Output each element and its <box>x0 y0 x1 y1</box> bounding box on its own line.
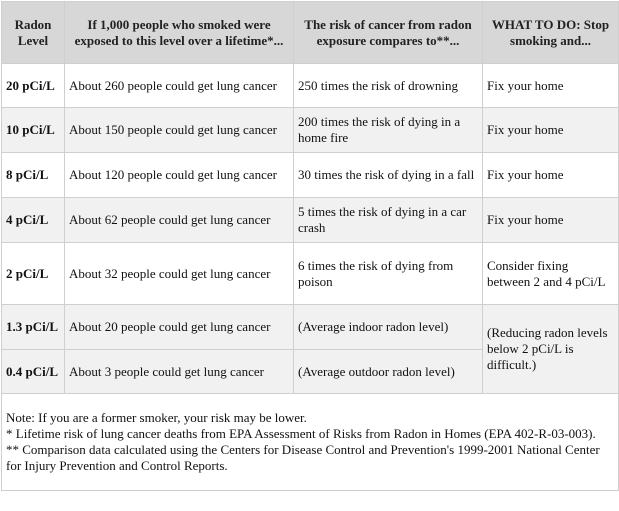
header-radon-level: Radon Level <box>2 2 65 64</box>
action-cell: Fix your home <box>483 153 619 198</box>
note-lifetime-risk-source: * Lifetime risk of lung cancer deaths from EPA Assessment of Risks from Radon in Homes (EPA 402-R-03-003). <box>6 425 596 441</box>
risk-cell: 6 times the risk of dying from poison <box>294 243 483 305</box>
action-cell: Consider fixing between 2 and 4 pCi/L <box>483 243 619 305</box>
table-row <box>2 305 619 350</box>
notes-row <box>2 394 619 491</box>
note-comparison-data-source: ** Comparison data calculated using the Centers for Disease Control and Prevention's 1999-2001 National Center for Injury Prevention and Control Reports. <box>6 442 600 474</box>
people-cell: About 62 people could get lung cancer <box>65 198 294 243</box>
header-exposed-people: If 1,000 people who smoked were exposed to this level over a lifetime*... <box>65 2 294 64</box>
risk-cell: (Average indoor radon level) <box>294 305 483 350</box>
action-cell: Fix your home <box>483 64 619 108</box>
risk-cell: 250 times the risk of drowning <box>294 64 483 108</box>
table-row <box>2 108 619 153</box>
people-cell: About 3 people could get lung cancer <box>65 350 294 394</box>
radon-risk-table <box>1 1 619 491</box>
risk-cell: 5 times the risk of dying in a car crash <box>294 198 483 243</box>
notes-cell <box>2 394 619 491</box>
radon-level-cell: 20 pCi/L <box>2 64 65 108</box>
radon-level-cell: 0.4 pCi/L <box>2 350 65 394</box>
people-cell: About 120 people could get lung cancer <box>65 153 294 198</box>
radon-level-cell: 1.3 pCi/L <box>2 305 65 350</box>
table-row <box>2 64 619 108</box>
people-cell: About 260 people could get lung cancer <box>65 64 294 108</box>
action-cell: Fix your home <box>483 108 619 153</box>
table-row <box>2 198 619 243</box>
risk-cell: 30 times the risk of dying in a fall <box>294 153 483 198</box>
note-former-smoker: Note: If you are a former smoker, your risk may be lower. <box>6 409 307 425</box>
action-cell: Fix your home <box>483 198 619 243</box>
people-cell: About 150 people could get lung cancer <box>65 108 294 153</box>
header-what-to-do: WHAT TO DO: Stop smoking and... <box>483 2 619 64</box>
radon-level-cell: 10 pCi/L <box>2 108 65 153</box>
risk-cell: 200 times the risk of dying in a home fire <box>294 108 483 153</box>
radon-risk-table-container <box>1 1 618 491</box>
radon-level-cell: 4 pCi/L <box>2 198 65 243</box>
table-row <box>2 153 619 198</box>
people-cell: About 20 people could get lung cancer <box>65 305 294 350</box>
merged-action-cell: (Reducing radon levels below 2 pCi/L is difficult.) <box>483 305 619 394</box>
radon-level-cell: 2 pCi/L <box>2 243 65 305</box>
header-row <box>2 2 619 64</box>
header-risk-comparison: The risk of cancer from radon exposure compares to**... <box>294 2 483 64</box>
people-cell: About 32 people could get lung cancer <box>65 243 294 305</box>
table-row <box>2 243 619 305</box>
radon-level-cell: 8 pCi/L <box>2 153 65 198</box>
risk-cell: (Average outdoor radon level) <box>294 350 483 394</box>
